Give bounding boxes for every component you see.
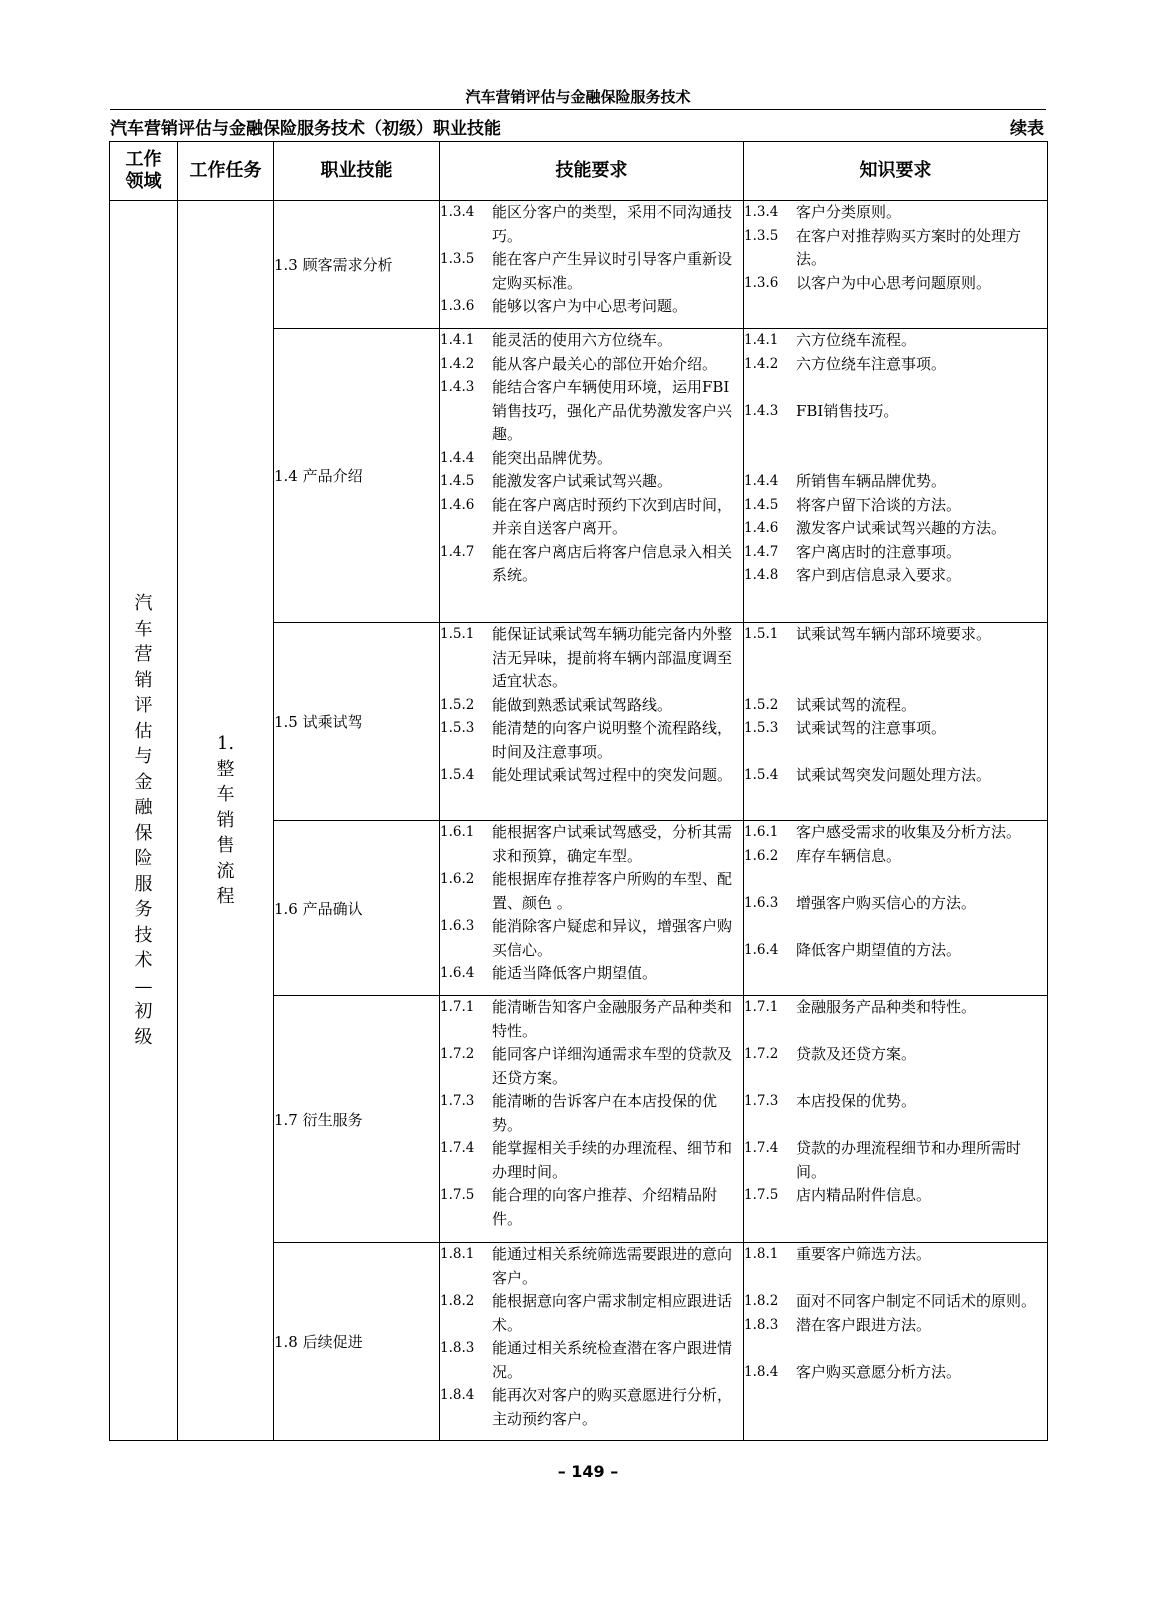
requirement-text: 能结合客户车辆使用环境，运用FBI销售技巧，强化产品优势激发客户兴趣。 [492,378,733,443]
requirement-text: 能在客户产生异议时引导客户重新设定购买标准。 [492,250,733,292]
requirement-number: 1.4.3 [744,402,779,419]
requirement-number: 1.5.2 [744,696,779,713]
know-req-cell [744,329,1048,623]
requirement-text [796,1020,1047,1044]
requirement-item [744,1067,1047,1091]
requirement-number: 1.3.5 [744,227,779,244]
requirement-number: 1.8.4 [744,1363,779,1380]
requirement-item [440,694,743,718]
requirement-text [796,1114,1047,1138]
requirement-item [744,845,1047,869]
requirement-number [744,670,796,694]
requirement-number [744,1067,796,1091]
requirement-item [744,1267,1047,1291]
know-req-cell [744,821,1048,996]
work-area-cell [110,201,178,1441]
requirement-number: 1.5.3 [744,720,779,736]
requirement-text [796,741,1047,765]
requirement-item [440,1384,743,1431]
skill-req-cell [440,201,744,329]
requirement-item [440,353,743,377]
requirement-item [744,517,1047,541]
requirement-item [744,1290,1047,1314]
requirement-item [440,1243,743,1290]
requirement-number: 1.4.7 [440,543,475,560]
requirement-text [796,915,1047,939]
skill-name: 1.3 顾客需求分析 [274,201,440,329]
requirement-item [744,1314,1047,1338]
requirement-number: 1.8.2 [744,1293,779,1309]
requirement-item [440,1043,743,1090]
requirement-item [744,447,1047,471]
table-row [110,201,1048,329]
requirement-text: 店内精品附件信息。 [796,1186,932,1204]
requirement-number: 1.7.5 [744,1187,779,1203]
requirement-text: 客户到店信息录入要求。 [796,566,962,584]
requirement-text: 能同客户详细沟通需求车型的贷款及还贷方案。 [492,1045,733,1087]
requirement-text: 面对不同客户制定不同话术的原则。 [796,1292,1037,1310]
requirement-item [440,1184,743,1231]
requirement-number [744,1020,796,1044]
requirement-number: 1.7.1 [440,999,475,1015]
requirement-number: 1.6.4 [440,965,475,981]
requirement-text: 六方位绕车流程。 [796,331,917,349]
requirement-text: 试乘试驾车辆内部环境要求。 [796,625,992,643]
requirement-item [744,741,1047,765]
requirement-text: 能突出品牌优势。 [492,448,613,467]
requirement-text: 能清楚的向客户说明整个流程路线，时间及注意事项。 [492,719,733,761]
requirement-text: FBI销售技巧。 [796,401,899,420]
requirement-number: 1.7.3 [744,1093,779,1109]
continued-label: 续表 [1010,119,1044,139]
requirement-item [440,201,743,248]
requirement-item [440,821,743,868]
requirement-number [744,1114,796,1138]
requirement-item [440,1137,743,1184]
requirement-text [796,670,1047,694]
requirement-number: 1.7.1 [744,999,779,1015]
work-task-cell [178,201,274,1441]
requirement-text: 增强客户购买信心的方法。 [796,893,977,912]
skill-req-cell [440,821,744,996]
requirement-number: 1.5.4 [440,767,475,783]
requirement-number: 1.4.8 [744,567,779,583]
requirement-item [744,1337,1047,1361]
requirement-number: 1.3.6 [744,274,779,291]
requirement-item [744,541,1047,565]
requirement-number [744,447,796,471]
requirement-text: 试乘试驾的注意事项。 [796,719,947,737]
requirement-item [744,1243,1047,1267]
know-req-cell [744,996,1048,1243]
requirement-number: 1.6.3 [744,894,779,911]
requirement-text: 能区分客户的类型，采用不同沟通技巧。 [492,203,733,245]
requirement-item [744,821,1047,845]
requirement-number: 1.3.4 [744,204,779,220]
requirement-text: 能清晰的告诉客户在本店投保的优势。 [492,1092,718,1134]
skill-req-cell [440,1243,744,1441]
requirement-text: 能清晰告知客户金融服务产品种类和特性。 [492,998,733,1040]
requirement-text [796,447,1047,471]
requirement-text: 能掌握相关手续的办理流程、细节和办理时间。 [492,1139,733,1181]
requirement-item [744,996,1047,1020]
requirement-text [796,1267,1047,1291]
requirement-text: 能消除客户疑虑和异议，增强客户购买信心。 [492,917,733,959]
requirement-text: 能做到熟悉试乘试驾路线。 [492,695,673,714]
requirement-item [440,295,743,319]
requirement-text: 客户分类原则。 [796,203,902,221]
requirement-text: 库存车辆信息。 [796,846,902,865]
requirement-item [440,996,743,1043]
col-header-know-req: 知识要求 [744,142,1048,201]
requirement-text: 金融服务产品种类和特性。 [796,998,977,1016]
requirement-text: 重要客户筛选方法。 [796,1245,932,1263]
requirement-number: 1.8.1 [440,1246,475,1262]
requirement-text: 客户购买意愿分析方法。 [796,1362,962,1381]
requirement-item [440,717,743,764]
requirement-text: 潜在客户跟进方法。 [796,1315,932,1334]
requirement-number: 1.5.4 [744,767,779,783]
requirement-item [744,670,1047,694]
requirement-item [744,764,1047,788]
requirement-item [744,400,1047,424]
skill-name: 1.7 衍生服务 [274,996,440,1243]
requirement-number: 1.4.3 [440,379,475,395]
requirement-text: 在客户对推荐购买方案时的处理方法。 [796,226,1022,268]
requirement-item [744,1114,1047,1138]
requirement-number: 1.7.2 [440,1046,475,1062]
requirement-item [744,1043,1047,1067]
requirement-number [744,647,796,671]
requirement-item [440,376,743,447]
requirement-text: 贷款的办理流程细节和办理所需时间。 [796,1139,1022,1181]
requirement-number: 1.6.1 [440,824,475,840]
requirement-item [744,470,1047,494]
requirement-number: 1.4.4 [440,449,475,466]
requirement-number: 1.7.5 [440,1187,475,1203]
skill-req-cell [440,623,744,821]
requirement-text: 激发客户试乘试驾兴趣的方法。 [796,519,1007,537]
requirement-text: 能处理试乘试驾过程中的突发问题。 [492,766,733,784]
requirement-text: 能根据意向客户需求制定相应跟进话术。 [492,1292,733,1334]
skills-table [109,141,1048,1441]
requirement-item [744,717,1047,741]
requirement-number: 1.8.2 [440,1293,475,1309]
requirement-text: 能灵活的使用六方位绕车。 [492,331,673,349]
requirement-text [796,376,1047,400]
requirement-item [744,1137,1047,1184]
requirement-number: 1.4.5 [440,473,475,489]
requirement-text: 贷款及还贷方案。 [796,1045,917,1063]
requirement-text [796,1067,1047,1091]
skill-name: 1.5 试乘试驾 [274,623,440,821]
requirement-text [796,1337,1047,1361]
requirement-item [440,329,743,353]
table-title: 汽车营销评估与金融保险服务技术（初级）职业技能 [110,119,501,139]
requirement-number: 1.6.3 [440,918,475,934]
requirement-item [440,915,743,962]
requirement-number: 1.6.2 [440,871,475,887]
requirement-text: 能通过相关系统筛选需要跟进的意向客户。 [492,1245,733,1287]
requirement-number: 1.5.1 [440,626,475,642]
requirement-text: 能根据库存推荐客户所购的车型、配置、颜色 。 [492,870,733,912]
requirement-number: 1.7.3 [440,1093,475,1109]
requirement-item [744,694,1047,718]
running-header: 汽车营销评估与金融保险服务技术 [465,88,691,106]
requirement-item [440,1090,743,1137]
requirement-number: 1.5.3 [440,720,475,736]
requirement-item [440,623,743,694]
requirement-text: 能适当降低客户期望值。 [492,964,658,982]
requirement-item [744,1020,1047,1044]
requirement-item [440,764,743,788]
requirement-text [796,423,1047,447]
col-header-work-area: 工作领域 [110,142,178,201]
requirement-text: 将客户留下洽谈的方法。 [796,495,962,514]
requirement-item [744,225,1047,272]
requirement-text: 能保证试乘试驾车辆功能完备内外整洁无异味，提前将车辆内部温度调至适宜状态。 [492,625,733,690]
requirement-text: 试乘试驾突发问题处理方法。 [796,766,992,784]
requirement-item [744,201,1047,225]
requirement-number: 1.4.1 [744,332,779,348]
requirement-text [796,868,1047,892]
requirement-number [744,741,796,765]
requirement-item [440,541,743,588]
requirement-number [744,1337,796,1361]
know-req-cell [744,201,1048,329]
requirement-text: 能够以客户为中心思考问题。 [492,297,688,315]
requirement-item [744,1361,1047,1385]
requirement-item [744,329,1047,353]
requirement-number: 1.7.4 [440,1140,475,1156]
know-req-cell [744,623,1048,821]
requirement-text: 降低客户期望值的方法。 [796,940,962,959]
work-area-text: 汽车营销评估与金融保险服务技术—初级 [134,593,153,1048]
requirement-number: 1.7.4 [744,1140,779,1156]
requirement-number: 1.4.5 [744,496,779,513]
requirement-number: 1.3.5 [440,251,475,267]
requirement-number [744,1267,796,1291]
col-header-work-task: 工作任务 [178,142,274,201]
requirement-item [744,272,1047,296]
requirement-number: 1.4.2 [744,355,779,372]
requirement-item [744,915,1047,939]
requirement-number: 1.4.7 [744,543,779,560]
requirement-text: 能在客户离店时预约下次到店时间，并亲自送客户离开。 [492,495,733,537]
requirement-number [744,376,796,400]
requirement-number: 1.6.4 [744,941,779,958]
requirement-number: 1.3.6 [440,298,475,314]
requirement-number: 1.4.6 [440,496,475,513]
requirement-item [440,1337,743,1384]
requirement-item [744,376,1047,400]
requirement-item [440,447,743,471]
requirement-text: 以客户为中心思考问题原则。 [796,273,992,292]
requirement-number: 1.7.2 [744,1046,779,1062]
table-header-row [110,142,1048,201]
requirement-text: 所销售车辆品牌优势。 [796,472,947,490]
requirement-item [744,623,1047,647]
requirement-item [744,564,1047,588]
skill-name: 1.6 产品确认 [274,821,440,996]
requirement-text: 能合理的向客户推荐、介绍精品附件。 [492,1186,718,1228]
requirement-number: 1.4.4 [744,473,779,489]
requirement-text: 能从客户最关心的部位开始介绍。 [492,354,718,373]
requirement-number [744,915,796,939]
skill-req-cell [440,329,744,623]
requirement-number [744,868,796,892]
requirement-text: 本店投保的优势。 [796,1092,917,1110]
requirement-text: 能激发客户试乘试驾兴趣。 [492,472,673,490]
requirement-number: 1.6.2 [744,847,779,864]
requirement-text: 客户离店时的注意事项。 [796,542,962,561]
requirement-number: 1.4.2 [440,355,475,372]
skill-name: 1.4 产品介绍 [274,329,440,623]
requirement-number: 1.3.4 [440,204,475,220]
requirement-number [744,423,796,447]
requirement-number: 1.4.1 [440,332,475,348]
requirement-number: 1.5.2 [440,696,475,713]
requirement-number: 1.6.1 [744,824,779,840]
requirement-text: 能再次对客户的购买意愿进行分析，主动预约客户。 [492,1386,733,1428]
requirement-item [744,353,1047,377]
requirement-number: 1.8.1 [744,1246,779,1262]
requirement-text: 六方位绕车注意事项。 [796,354,947,373]
requirement-text: 能根据客户试乘试驾感受，分析其需求和预算，确定车型。 [492,823,733,865]
requirement-text: 试乘试驾的流程。 [796,695,917,714]
table-caption [110,114,1046,139]
requirement-number: 1.8.3 [744,1316,779,1333]
requirement-item [744,892,1047,916]
requirement-number: 1.5.1 [744,626,779,642]
requirement-item [744,423,1047,447]
requirement-number: 1.4.6 [744,520,779,536]
work-task-text: 1.整车销售流程 [216,733,235,908]
know-req-cell [744,1243,1048,1441]
skill-name: 1.8 后续促进 [274,1243,440,1441]
col-header-skill-req: 技能要求 [440,142,744,201]
skill-req-cell [440,996,744,1243]
requirement-item [744,647,1047,671]
requirement-item [744,1090,1047,1114]
requirement-text [796,647,1047,671]
requirement-item [440,1290,743,1337]
requirement-text: 客户感受需求的收集及分析方法。 [796,823,1022,841]
header-rule [110,109,1046,110]
page-number: – 149 – [557,1462,619,1481]
requirement-item [440,962,743,986]
requirement-item [440,494,743,541]
requirement-item [440,868,743,915]
requirement-item [440,470,743,494]
requirement-text: 能在客户离店后将客户信息录入相关系统。 [492,542,733,584]
requirement-number: 1.8.4 [440,1387,475,1403]
requirement-item [440,248,743,295]
requirement-item [744,939,1047,963]
requirement-item [744,868,1047,892]
requirement-text: 能通过相关系统检查潜在客户跟进情况。 [492,1339,733,1381]
requirement-number: 1.8.3 [440,1340,475,1356]
col-header-skill: 职业技能 [274,142,440,201]
requirement-item [744,1184,1047,1208]
requirement-item [744,494,1047,518]
